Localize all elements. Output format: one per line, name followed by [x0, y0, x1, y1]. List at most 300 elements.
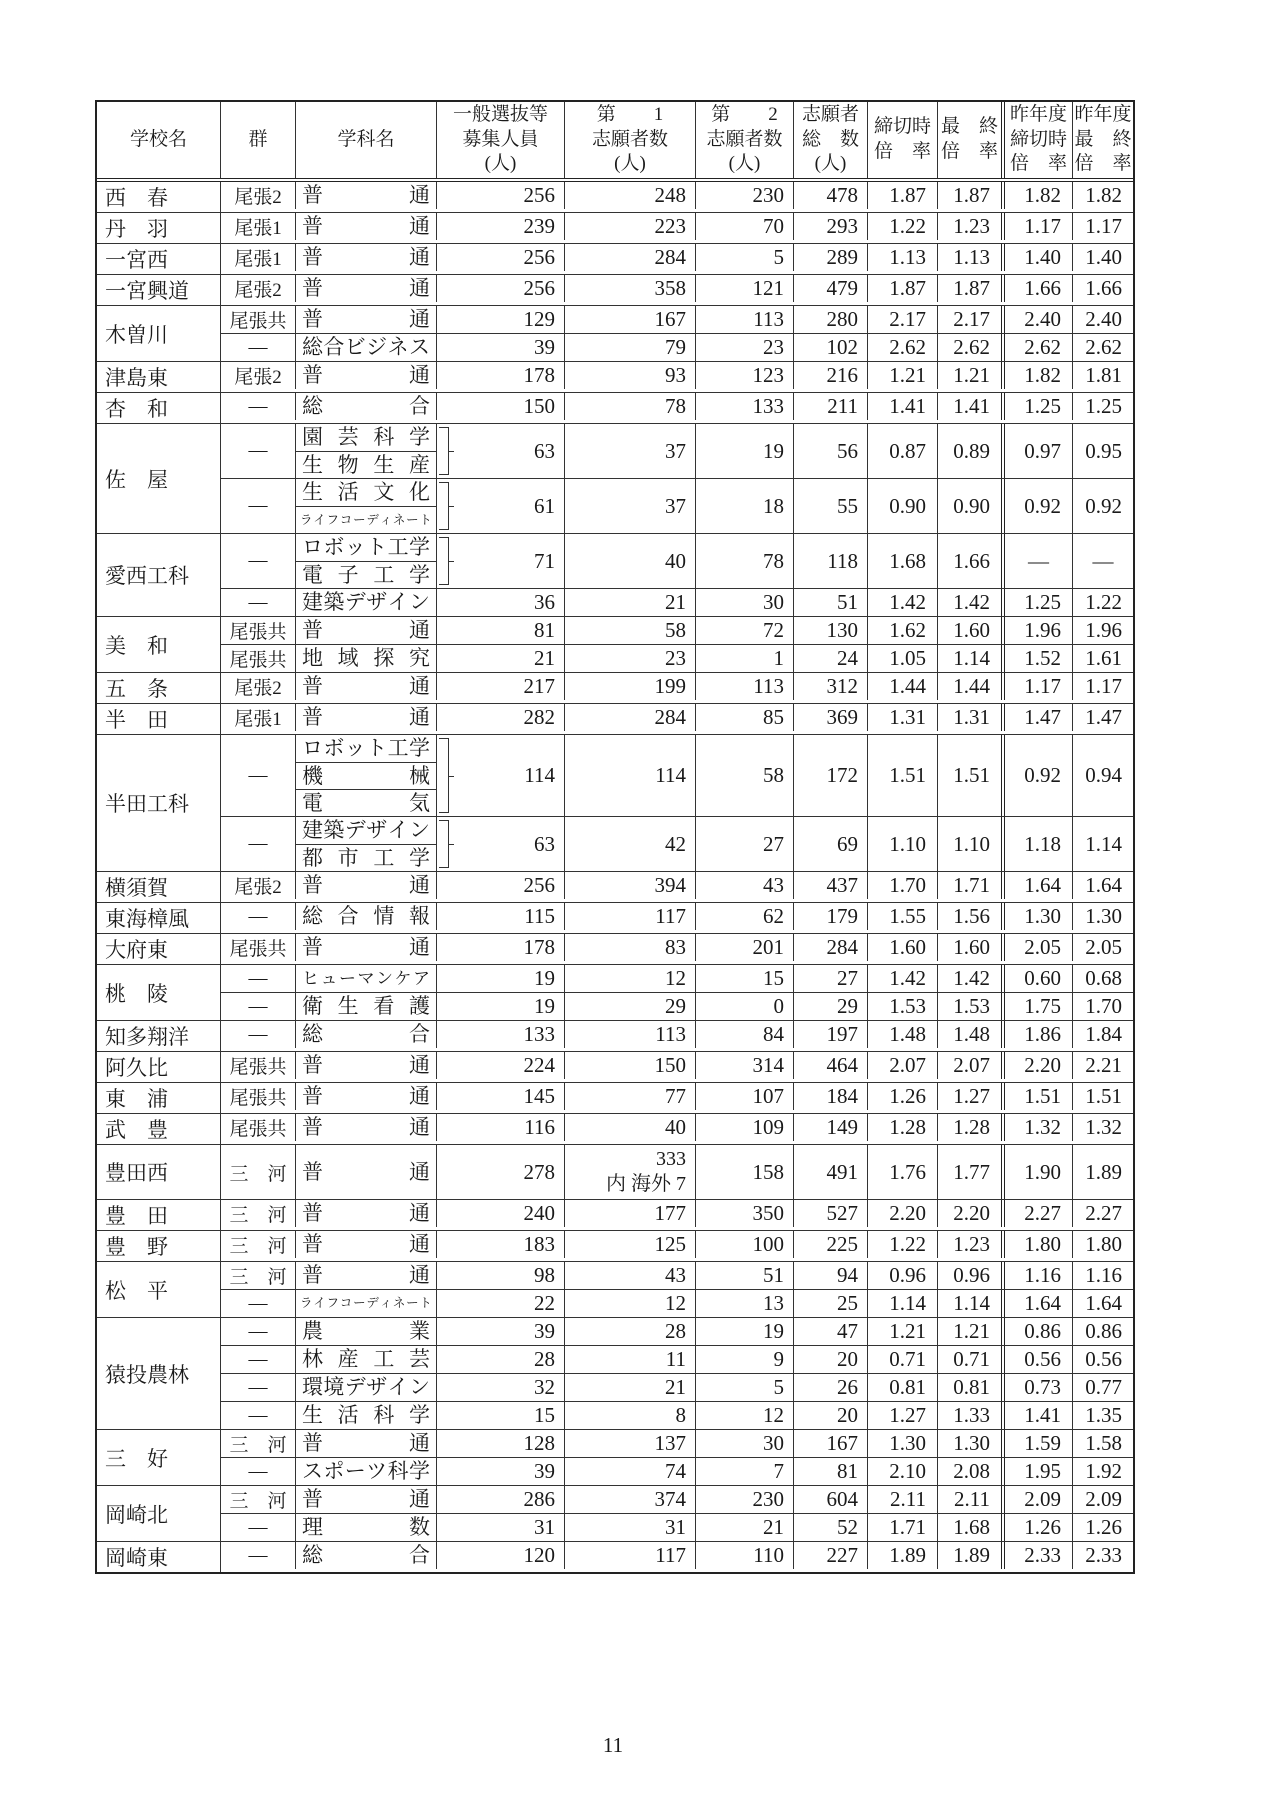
dept-name: 生 活 科 学 — [302, 1403, 430, 1427]
header-deadline — [868, 102, 938, 178]
dept-name: 建 築 デ ザ イ ン — [302, 590, 430, 614]
dept-name: 総 合 ビ ジ ネ ス — [302, 335, 430, 359]
total-applicants-cell: 604 — [794, 1486, 868, 1513]
capacity-cell: 278 — [437, 1145, 565, 1199]
deadline-rate-cell: 1.42 — [868, 589, 938, 616]
dept-name: 地 域 探 究 — [302, 646, 430, 670]
second-applicants-cell: 62 — [696, 903, 794, 930]
dept-name: 普 通 — [302, 276, 430, 300]
second-applicants-cell: 58 — [696, 735, 794, 816]
first-applicants-cell: 37 — [565, 479, 696, 533]
first-applicants-cell: 117 — [565, 1542, 696, 1569]
dept-cell — [296, 1052, 437, 1079]
last-year-deadline-rate-cell: 1.32 — [1005, 1114, 1073, 1141]
first-applicants-cell: 284 — [565, 244, 696, 271]
last-year-deadline-rate-cell: 1.59 — [1005, 1430, 1073, 1457]
first-applicants-cell: 79 — [565, 334, 696, 361]
dept-row — [221, 306, 1133, 333]
dept-name: 総 合 — [302, 394, 430, 418]
second-applicants-cell: 15 — [696, 965, 794, 992]
last-year-final-rate-cell: 1.17 — [1085, 214, 1122, 238]
capacity-cell: 98 — [437, 1262, 565, 1289]
value-line: 内 海外 7 — [606, 1173, 686, 1195]
school-name-cell: 津島東 — [97, 362, 221, 392]
dept-name: 普 通 — [302, 1053, 430, 1077]
capacity-cell: 71 — [437, 534, 565, 588]
total-applicants-cell: 284 — [794, 934, 868, 961]
second-applicants-cell: 121 — [696, 275, 794, 302]
group-cell: — — [221, 817, 296, 871]
dept-row — [221, 673, 1133, 700]
dept-name: 林 産 工 芸 — [302, 1347, 430, 1371]
total-applicants-cell: 55 — [794, 479, 868, 533]
final-rate-cell: 1.89 — [938, 1542, 1005, 1569]
second-applicants-cell: 19 — [696, 424, 794, 478]
school-block — [97, 1485, 1133, 1541]
school-block — [97, 1051, 1133, 1082]
second-applicants-cell: 113 — [696, 673, 794, 700]
first-applicants-cell: 248 — [565, 182, 696, 209]
group-cell: 尾張共 — [221, 1083, 296, 1110]
dept-name: 普 通 — [302, 1487, 430, 1511]
group-cell: — — [221, 1374, 296, 1401]
final-rate-cell: 1.71 — [938, 872, 1005, 899]
dept-row — [221, 362, 1133, 389]
school-name-cell: 木曽川 — [97, 306, 221, 361]
school-rows — [221, 182, 1133, 212]
deadline-rate-cell: 1.13 — [868, 244, 938, 271]
second-applicants-cell: 27 — [696, 817, 794, 871]
capacity-cell: 19 — [437, 993, 565, 1020]
second-applicants-cell: 23 — [696, 334, 794, 361]
group-cell: — — [221, 1458, 296, 1485]
group-cell: — — [221, 1514, 296, 1541]
header-line: 第 1 — [596, 103, 664, 125]
final-rate-cell: 1.21 — [938, 362, 1005, 389]
school-rows — [221, 1145, 1133, 1199]
header-line: 募集人員 — [462, 128, 539, 150]
last-year-final-rate-cell: 1.61 — [1085, 646, 1122, 670]
first-applicants-cell: 31 — [565, 1514, 696, 1541]
last-year-deadline-rate-cell: 1.30 — [1005, 903, 1073, 930]
dept-name: 総 合 情 報 — [302, 904, 430, 928]
first-applicants-cell: 37 — [565, 424, 696, 478]
dept-name: 農 業 — [302, 1319, 430, 1343]
school-name-cell: 愛西工科 — [97, 534, 221, 616]
dept-cell — [296, 1145, 437, 1199]
last-year-deadline-rate-cell: 0.86 — [1005, 1318, 1073, 1345]
school-block — [97, 902, 1133, 933]
capacity-cell: 128 — [437, 1430, 565, 1457]
dept-row — [221, 1513, 1133, 1541]
school-rows — [221, 617, 1133, 672]
total-applicants-cell: 24 — [794, 645, 868, 672]
group-cell: — — [221, 735, 296, 816]
group-cell: 尾張共 — [221, 306, 296, 333]
final-rate-cell: 1.10 — [938, 817, 1005, 871]
dept-row — [221, 1289, 1133, 1317]
dept-name: 普 通 — [302, 363, 430, 387]
final-rate-cell: 1.27 — [938, 1083, 1005, 1110]
last-year-deadline-rate-cell: 1.95 — [1005, 1458, 1073, 1485]
deadline-rate-cell: 2.07 — [868, 1052, 938, 1079]
second-applicants-cell: 100 — [696, 1231, 794, 1258]
last-year-final-rate-cell: 0.86 — [1085, 1319, 1122, 1343]
group-cell: 三 河 — [221, 1430, 296, 1457]
school-rows — [221, 424, 1133, 533]
total-applicants-cell: 464 — [794, 1052, 868, 1079]
deadline-rate-cell: 1.48 — [868, 1021, 938, 1048]
first-applicants-cell: 117 — [565, 903, 696, 930]
school-block — [97, 361, 1133, 392]
school-rows — [221, 1200, 1133, 1230]
last-year-deadline-rate-cell: 1.16 — [1005, 1262, 1073, 1289]
school-block — [97, 933, 1133, 964]
dept-cell — [296, 1021, 437, 1048]
school-rows — [221, 872, 1133, 902]
header-line: 志願者 — [801, 103, 859, 125]
deadline-rate-cell: 1.42 — [868, 965, 938, 992]
dept-cell — [296, 965, 437, 992]
school-rows — [221, 1486, 1133, 1541]
group-cell: — — [221, 1318, 296, 1345]
second-applicants-cell: 78 — [696, 534, 794, 588]
dept-row — [221, 1083, 1133, 1110]
total-applicants-cell: 94 — [794, 1262, 868, 1289]
dept-name: 普 通 — [302, 1431, 430, 1455]
final-rate-cell: 2.20 — [938, 1200, 1005, 1227]
last-year-final-rate-cell: 0.95 — [1085, 438, 1122, 463]
dept-cell — [296, 182, 437, 209]
capacity-cell: 224 — [437, 1052, 565, 1079]
group-cell: — — [221, 393, 296, 420]
school-name-cell: 岡崎北 — [97, 1486, 221, 1541]
capacity-cell: 115 — [437, 903, 565, 930]
last-year-deadline-rate-cell: 0.97 — [1005, 424, 1073, 478]
final-rate-cell: 1.42 — [938, 965, 1005, 992]
deadline-rate-cell: 1.26 — [868, 1083, 938, 1110]
final-rate-cell: 1.60 — [938, 617, 1005, 644]
school-name-cell: 五 条 — [97, 673, 221, 703]
dept-cell — [296, 673, 437, 700]
dept-row — [221, 333, 1133, 361]
school-block — [97, 1020, 1133, 1051]
final-rate-cell: 1.77 — [938, 1145, 1005, 1199]
last-year-final-rate-cell: 2.05 — [1085, 935, 1122, 959]
last-year-final-rate-cell: 1.25 — [1085, 394, 1122, 418]
group-cell: — — [221, 1021, 296, 1048]
header-line: (人) — [814, 153, 847, 175]
header-line: 第 2 — [711, 103, 778, 125]
last-year-deadline-rate-cell: 1.18 — [1005, 817, 1073, 871]
final-rate-cell: 1.56 — [938, 903, 1005, 930]
total-applicants-cell: 491 — [794, 1145, 868, 1199]
total-applicants-cell: 197 — [794, 1021, 868, 1048]
header-line: (人) — [484, 153, 517, 175]
dept-row — [221, 934, 1133, 961]
second-applicants-cell: 30 — [696, 589, 794, 616]
first-applicants-cell: 137 — [565, 1430, 696, 1457]
capacity-cell: 178 — [437, 362, 565, 389]
dept-cell — [296, 362, 437, 389]
last-year-deadline-rate-cell: 2.09 — [1005, 1486, 1073, 1513]
dept-cell — [296, 645, 437, 672]
last-year-final-rate-cell: 1.66 — [1085, 276, 1122, 300]
dept-row — [221, 1114, 1133, 1141]
table-body — [97, 182, 1133, 1572]
last-year-final-rate-cell: 1.30 — [1085, 904, 1122, 928]
last-year-deadline-rate-cell: 1.90 — [1005, 1145, 1073, 1199]
total-applicants-cell: 527 — [794, 1200, 868, 1227]
first-applicants-cell: 40 — [565, 1114, 696, 1141]
final-rate-cell: 1.87 — [938, 275, 1005, 302]
dept-name: 普 通 — [302, 618, 430, 642]
deadline-rate-cell: 1.60 — [868, 934, 938, 961]
last-year-final-rate-cell: 1.22 — [1085, 590, 1122, 614]
last-year-final-rate-cell: 1.84 — [1085, 1022, 1122, 1046]
dept-cell — [296, 704, 437, 731]
header-line: 倍 率 — [1009, 153, 1067, 175]
dept-cell — [296, 1486, 437, 1513]
deadline-rate-cell: 2.10 — [868, 1458, 938, 1485]
second-applicants-cell: 5 — [696, 1374, 794, 1401]
deadline-rate-cell: 1.30 — [868, 1430, 938, 1457]
school-block — [97, 1429, 1133, 1485]
dept-cell — [296, 1458, 437, 1485]
first-applicants-cell: 11 — [565, 1346, 696, 1373]
school-name-cell: 一宮興道 — [97, 275, 221, 305]
capacity-cell: 32 — [437, 1374, 565, 1401]
deadline-rate-cell: 1.21 — [868, 1318, 938, 1345]
final-rate-cell: 1.60 — [938, 934, 1005, 961]
final-rate-cell: 1.51 — [938, 735, 1005, 816]
dept-cell — [296, 334, 437, 361]
dept-name: 普 通 — [302, 1232, 430, 1256]
school-block — [97, 1541, 1133, 1572]
capacity-cell: 282 — [437, 704, 565, 731]
total-applicants-cell: 51 — [794, 589, 868, 616]
last-year-deadline-rate-cell: 1.41 — [1005, 1402, 1073, 1429]
first-applicants-cell: 374 — [565, 1486, 696, 1513]
dept-row — [221, 182, 1133, 209]
capacity-cell: 256 — [437, 872, 565, 899]
school-name-cell: 豊 野 — [97, 1231, 221, 1261]
school-name-cell: 佐 屋 — [97, 424, 221, 533]
capacity-cell: 19 — [437, 965, 565, 992]
capacity-cell: 145 — [437, 1083, 565, 1110]
last-year-final-rate-cell: — — [1092, 548, 1114, 573]
header-line: 昨年度 — [1074, 103, 1132, 125]
group-cell: — — [221, 1402, 296, 1429]
dept-cell — [296, 1083, 437, 1110]
school-block — [97, 243, 1133, 274]
value-line: 333 — [656, 1148, 686, 1170]
total-applicants-cell: 56 — [794, 424, 868, 478]
final-rate-cell: 1.44 — [938, 673, 1005, 700]
dept-cell — [296, 903, 437, 930]
school-rows — [221, 1052, 1133, 1082]
first-applicants-cell: 21 — [565, 589, 696, 616]
total-applicants-cell: 479 — [794, 275, 868, 302]
final-rate-cell: 1.23 — [938, 1231, 1005, 1258]
final-rate-cell: 0.71 — [938, 1346, 1005, 1373]
total-applicants-cell: 20 — [794, 1346, 868, 1373]
last-year-final-rate-cell: 2.27 — [1085, 1201, 1122, 1225]
dept-name: 建 築 デ ザ イ ン — [302, 818, 430, 842]
deadline-rate-cell: 2.62 — [868, 334, 938, 361]
dept-name: 電 気 — [296, 789, 436, 816]
dept-row — [221, 735, 1133, 816]
capacity-cell: 256 — [437, 244, 565, 271]
header-line: 締切時 — [1009, 128, 1067, 150]
last-year-final-rate-cell: 1.64 — [1085, 1291, 1122, 1315]
school-block — [97, 305, 1133, 361]
capacity-cell: 133 — [437, 1021, 565, 1048]
capacity-cell: 63 — [437, 424, 565, 478]
last-year-deadline-rate-cell: 1.64 — [1005, 1290, 1073, 1317]
last-year-deadline-rate-cell: — — [1005, 534, 1073, 588]
dept-cell — [296, 1231, 437, 1258]
school-name-cell: 松 平 — [97, 1262, 221, 1317]
first-applicants-cell: 28 — [565, 1318, 696, 1345]
dept-name: 普 通 — [302, 674, 430, 698]
dept-cell — [296, 589, 437, 616]
second-applicants-cell: 21 — [696, 1514, 794, 1541]
admission-table — [95, 100, 1135, 1574]
final-rate-cell: 0.96 — [938, 1262, 1005, 1289]
school-rows — [221, 1021, 1133, 1051]
last-year-deadline-rate-cell: 2.62 — [1005, 334, 1073, 361]
second-applicants-cell: 107 — [696, 1083, 794, 1110]
school-block — [97, 274, 1133, 305]
total-applicants-cell: 167 — [794, 1430, 868, 1457]
first-applicants-cell: 113 — [565, 1021, 696, 1048]
group-cell: — — [221, 1542, 296, 1569]
header-line: 最 終 — [940, 116, 998, 138]
first-applicants-cell: 42 — [565, 817, 696, 871]
header-total — [794, 102, 868, 178]
final-rate-cell: 1.28 — [938, 1114, 1005, 1141]
dept-name: 普 通 — [302, 1159, 430, 1184]
last-year-final-rate-cell: 1.47 — [1085, 705, 1122, 729]
dept-cell — [296, 306, 437, 333]
header-line: 群 — [248, 128, 268, 150]
school-name-cell: 美 和 — [97, 617, 221, 672]
capacity-cell: 36 — [437, 589, 565, 616]
dept-cell — [296, 1374, 437, 1401]
school-name-cell: 一宮西 — [97, 244, 221, 274]
total-applicants-cell: 280 — [794, 306, 868, 333]
dept-row — [221, 617, 1133, 644]
school-rows — [221, 1430, 1133, 1485]
deadline-rate-cell: 1.10 — [868, 817, 938, 871]
deadline-rate-cell: 1.21 — [868, 362, 938, 389]
deadline-rate-cell: 1.70 — [868, 872, 938, 899]
total-applicants-cell: 289 — [794, 244, 868, 271]
school-rows — [221, 673, 1133, 703]
school-rows — [221, 903, 1133, 933]
dept-name: 園 芸 科 学 — [302, 425, 430, 449]
dept-row — [221, 1262, 1133, 1289]
last-year-deadline-rate-cell: 1.17 — [1005, 673, 1073, 700]
dept-cell — [296, 424, 437, 478]
dept-cell — [296, 817, 437, 871]
group-cell: — — [221, 589, 296, 616]
school-rows — [221, 1318, 1133, 1429]
deadline-rate-cell: 1.87 — [868, 275, 938, 302]
dept-cell — [296, 275, 437, 302]
deadline-rate-cell: 1.28 — [868, 1114, 938, 1141]
dept-name: ロ ボ ッ ト 工 学 — [302, 736, 430, 760]
header-line: 締切時 — [873, 116, 931, 138]
second-applicants-cell: 85 — [696, 704, 794, 731]
second-applicants-cell: 72 — [696, 617, 794, 644]
dept-name: 理 数 — [302, 1515, 430, 1539]
group-cell: 尾張2 — [221, 872, 296, 899]
group-cell: 三 河 — [221, 1145, 296, 1199]
dept-name: 電 子 工 学 — [296, 561, 436, 588]
school-block — [97, 871, 1133, 902]
total-applicants-cell: 184 — [794, 1083, 868, 1110]
final-rate-cell: 2.07 — [938, 1052, 1005, 1079]
first-applicants-cell: 40 — [565, 534, 696, 588]
deadline-rate-cell: 1.89 — [868, 1542, 938, 1569]
final-rate-cell: 2.17 — [938, 306, 1005, 333]
school-block — [97, 533, 1133, 616]
capacity-cell: 39 — [437, 334, 565, 361]
last-year-final-rate-cell: 1.70 — [1085, 994, 1122, 1018]
dept-name: 普 通 — [302, 307, 430, 331]
last-year-deadline-rate-cell: 2.40 — [1005, 306, 1073, 333]
capacity-cell: 286 — [437, 1486, 565, 1513]
second-applicants-cell: 314 — [696, 1052, 794, 1079]
dept-name: 総 合 — [302, 1543, 430, 1567]
school-block — [97, 1144, 1133, 1199]
dept-row — [221, 478, 1133, 533]
deadline-rate-cell: 2.20 — [868, 1200, 938, 1227]
header-line: 倍 率 — [1074, 153, 1132, 175]
final-rate-cell: 2.11 — [938, 1486, 1005, 1513]
capacity-cell: 240 — [437, 1200, 565, 1227]
dept-row — [221, 992, 1133, 1020]
first-applicants-cell: 21 — [565, 1374, 696, 1401]
total-applicants-cell: 81 — [794, 1458, 868, 1485]
final-rate-cell: 0.89 — [938, 424, 1005, 478]
header-ly_deadline — [1005, 102, 1073, 178]
capacity-cell: 239 — [437, 213, 565, 240]
dept-row — [221, 424, 1133, 478]
school-name-cell: 半田工科 — [97, 735, 221, 871]
dept-name: 普 通 — [302, 1084, 430, 1108]
header-line: 一般選抜等 — [452, 103, 548, 125]
dept-name: 普 通 — [302, 183, 430, 207]
last-year-deadline-rate-cell: 0.56 — [1005, 1346, 1073, 1373]
dept-cell — [296, 534, 437, 588]
group-cell: — — [221, 965, 296, 992]
dept-row — [221, 1200, 1133, 1227]
last-year-final-rate-cell: 1.16 — [1085, 1263, 1122, 1287]
dept-cell — [296, 1318, 437, 1345]
last-year-deadline-rate-cell: 1.40 — [1005, 244, 1073, 271]
dept-row — [221, 1373, 1133, 1401]
second-applicants-cell: 12 — [696, 1402, 794, 1429]
dept-cell — [296, 213, 437, 240]
last-year-final-rate-cell: 1.26 — [1085, 1515, 1122, 1539]
total-applicants-cell: 172 — [794, 735, 868, 816]
header-capacity — [437, 102, 565, 178]
capacity-cell: 61 — [437, 479, 565, 533]
deadline-rate-cell: 1.53 — [868, 993, 938, 1020]
